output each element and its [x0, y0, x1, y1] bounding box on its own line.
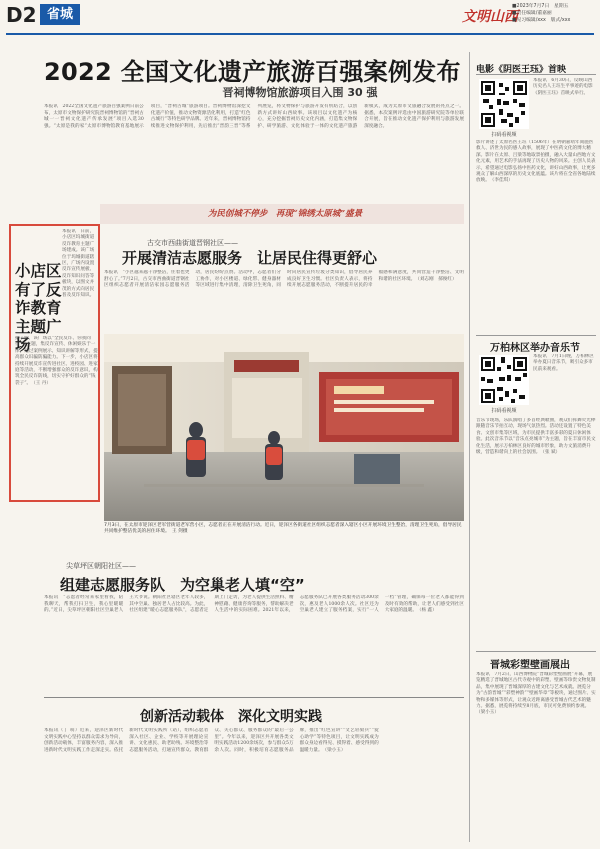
sidebar-item1-body: 影片讲述了太原名医王珏（1506年）在明朝嘉靖年间施医救人、济世为民的感人故事，展现了中医药文化的博大精深。影片在太原、吕梁等地取景拍摄，融入大量山西地方文化元素，用艺术的手法再现了历史人物的风采。主创人员表示，希望通过电影弘扬中医药文化，讲好山西故事，让更多观众了解山西深厚的历史文化底蕴。该片将在全省各地陆续放映。 （李佳琪）: [476, 140, 596, 184]
story2-body: 本报讯 “小区越来越干净整洁，住着也更舒心了。”7月2日，古交市西曲街道晋钢社区组织志愿者开展清洁家园志愿服务活动，居民纷纷点赞。活动中，志愿者们分工协作，对小区楼道、绿化带、健身器材等区域进行集中清理，清除卫生死角，同时向居民宣传垃圾分类知识，倡导居民养成良好卫生习惯。社区负责人表示，将持续开展志愿服务活动，不断提升居民的幸福感和满意度，共同营造干净整洁、文明和谐的社区环境。 （刘志刚 郝俊红）: [104, 270, 464, 289]
section-badge: 省城: [40, 4, 80, 25]
page-number: D2: [6, 3, 37, 27]
feature-box-title: 小店区有了反诈教育主题广场: [15, 262, 62, 354]
story3-headline: 组建志愿服务队 为空巢老人填“空”: [60, 576, 305, 594]
main-story-body: 本报讯 2022全国文化遗产旅游百强案例日前公布，太原市文物保护研究院晋祠博物馆的“晋祠古城一一晋祠文化遗产传承发展”项目入选30强。“太原是我的家”太原市博物馆教育基地展示项目，“晋祠古城”旅游项目。晋祠博物馆深挖文化遗产价值，推动文物资源活化利用，打造“红色古城行”等特色研学品牌。近年来，晋祠博物馆持续推进文物保护利用，先后推出“晋韵三晋”等系列展览，将文物保护与旅游开发有机结合，以创新方式讲好山西故事。该项目以文化遗产为核心，充分挖掘晋祠历史文化内涵，打造集文物保护、研学旅游、文化体验于一体的文化遗产旅游新模式，成为太原市文旅融合发展的亮点之一。据悉，本次案例评选由中国旅游研究院等单位联合开展，旨在推动文化遗产保护利用与旅游发展深度融合。: [44, 104, 464, 129]
header-layout-line: ■见习编辑/xxx 版式/xxx: [512, 17, 571, 23]
sidebar-rule: [476, 335, 596, 336]
column-divider: [469, 52, 470, 842]
sidebar-item3-title: 晋城彩塑壁画展出: [490, 660, 570, 671]
news-photo: [104, 334, 464, 521]
sidebar-item3-body: 本报讯 7月2日，山西博物院“晋城彩塑壁画展”开幕，展览精选了晋城地区古代寺观中的彩塑、壁画等珍贵文物复制品，集中展现了晋城深厚的古建文化与艺术成就。展览分为“古韵晋城”“彩塑神韵”“壁画华章”等板块，通过图片、实物和多媒体等形式，让观众近距离感受晋城古代艺术的魅力。据悉，展览将持续至8月底，市民可免费预约参观。 （梁小玉）: [476, 672, 596, 716]
banner-slogan: 为民创城不停步 再现“锦绣太原城”盛景: [207, 209, 363, 219]
story3-kicker: 尖草坪区朝阳社区——: [66, 562, 136, 570]
story2-kicker: 古交市西曲街道晋钢社区——: [147, 239, 238, 247]
header-date-block: [512, 4, 570, 24]
sidebar-item2-body: 音乐节现场，乐队演唱了多首经典歌曲，观众们挥舞荧光棒跟随音乐节拍互动，现场气氛热烈。活动还设置了特色美食、文创市集等区域，为市民提供丰富多彩的夏日休闲体验。此次音乐节以“音乐点亮城市”为主题，旨在丰富市民文化生活，展示万柏林区良好的城市形象，助力文旅消费升级，营造和谐向上的社会氛围。 （张 斌）: [476, 418, 596, 456]
sidebar-item1-title: 电影《阴医王珏》首映: [476, 65, 567, 75]
header-rule: [6, 33, 594, 35]
qr-caption: 扫码看视频: [491, 408, 517, 414]
sidebar-item2-title: 万柏林区举办音乐节: [490, 343, 580, 354]
sidebar-rule: [476, 651, 596, 652]
photo-caption: 7月3日，在太原市迎泽区老军营街道老军营小区，志愿者正在开展清洁行动。近日，迎泽区各街道社区组织志愿者深入辖区小区开展环境卫生整治，清理卫生死角，倡导居民共同维护整洁优美的居住环境。 王 剑摄: [104, 523, 462, 535]
feature-box-body-top: 本报讯 日前，小店区坞城街道反诈教育主题广场建成。该广场位于坞城街道辖区，广场内设置反诈宣传展板、反诈知识问答等板块，以图文并茂的方式向居民普及反诈知识。: [62, 229, 95, 299]
story4-body: 本报讯（丁 萌）近来，迎泽区新时代文明实践中心坚持以群众需求为导向，创新活动载体，丰富服务内容，深入推进新时代文明实践工作走深走实。依托新时代文明实践所（站），组织志愿者深入社区、企业、学校等开展理论宣讲、文化惠民、助老助残、环境整治等志愿服务活动，打通宣传群众、教育群众、关心群众、服务群众的“最后一公里”。今年以来，迎泽区共开展各类文明实践活动1200余场次，参与群众5万余人次。同时，积极培育志愿服务品牌，推出“红色宣讲”“文艺轻骑兵”“爱心助学”等特色项目，让文明实践成为群众身边看得见、摸得着、感受得到的温暖力量。 （梁小玉）: [44, 728, 379, 753]
newspaper-logo: 文明山西: [462, 9, 518, 25]
main-subhead: 晋祠博物馆旅游项目入围 30 强: [222, 86, 378, 99]
header-editor-line: ■责任编辑/董嘉丽: [512, 10, 552, 16]
sidebar-rule: [476, 74, 596, 75]
sidebar-item1-lead: 本报讯 6月30日，反映山西历史名人王珏生平事迹的电影《阴医王珏》首映式举行。: [533, 78, 593, 96]
story2-headline: 开展清洁志愿服务 让居民住得更舒心: [122, 249, 378, 267]
sidebar-item2-lead: 本报讯 7月1日晚，万柏林区举办夏日音乐节，吸引众多市民前来观看。: [533, 354, 594, 372]
story3-body: 本报讯 “志愿者经常来家里看我，陪我聊天，帮我打扫卫生，我心里暖暖的。”近日，尖草坪区朝阳社区空巢老人王大爷说。朝阳社区辖区老年人较多，其中空巢、独居老人占比较高。为此，社区组建“暖心志愿服务队”，志愿者定期上门走访，为老人提供生活照料、精神慰藉、健康咨询等服务，帮助解决老人生活中的实际困难。2021年以来，志愿服务队已开展各类服务活动300余次，惠及老人1000余人次。社区还为空巢老人建立了服务档案，实行“一人一档”管理，确保每一位老人都能得到及时有效的帮助，让老人们感受到社区大家庭的温暖。 （杨 鑫）: [44, 595, 464, 614]
qr-caption: 扫码看视频: [491, 132, 517, 138]
main-headline: 2022 全国文化遗产旅游百强案例发布: [44, 58, 461, 86]
story4-headline: 创新活动载体 深化文明实践: [140, 709, 322, 725]
qr-code-icon[interactable]: [479, 355, 529, 405]
section-rule: [44, 697, 464, 698]
feature-box-body: 据了解，该广场以“全民反诈、你我同行”为主题，集反诈宣传、休闲娱乐于一体，通过案例展示、知识讲解等形式，提高群众识骗防骗能力。下一步，小店区将持续开展反诈宣传进社区、进校园、进家庭等活动，不断增强群众的反诈意识，构筑全民反诈防线，切实守护好群众的“钱袋子”。 （王 丹）: [15, 336, 98, 386]
qr-code-icon[interactable]: [479, 79, 529, 129]
header-date-line: ■2023年7月7日 星期五: [512, 4, 569, 9]
